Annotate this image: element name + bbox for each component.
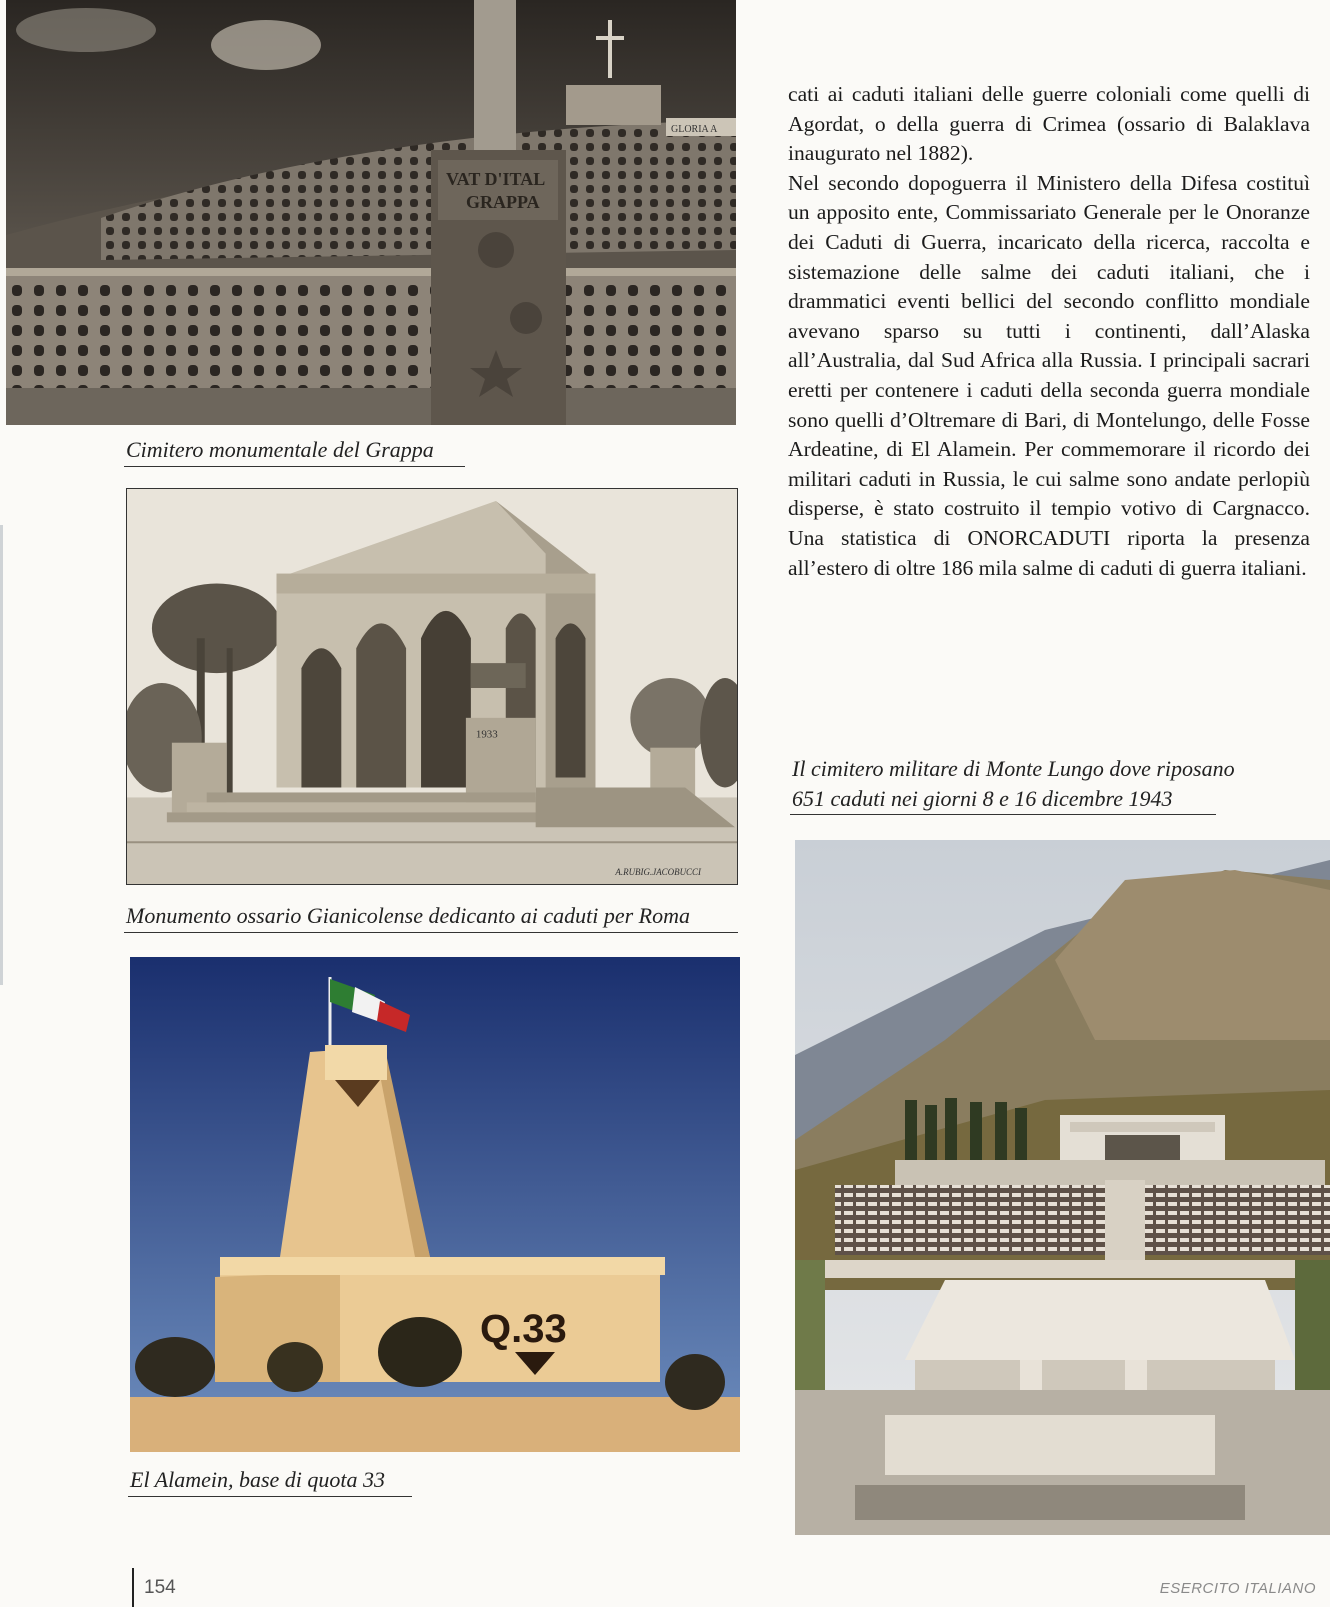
gianicolense-photo (126, 488, 738, 885)
article-paragraph-1: cati ai caduti italiani delle guerre coloniali come quelli di Agordat, o della guerra di Crimea (ossario di Balaklava inaugurato nel 1882). (788, 82, 1310, 166)
montelungo-caption-line-1: Il cimitero militare di Monte Lungo dove riposano (792, 756, 1235, 781)
gianicolense-caption: Monumento ossario Gianicolense dedicanto ai caduti per Roma (126, 903, 690, 928)
article-body (788, 80, 1310, 583)
page-number-bar (132, 1568, 134, 1607)
grappa-inscription-bottom: GRAPPA (466, 192, 540, 212)
grappa-caption-rule (124, 466, 465, 467)
publication-name: ESERCITO ITALIANO (1159, 1580, 1316, 1597)
alamein-caption: El Alamein, base di quota 33 (130, 1467, 386, 1492)
gianicolense-date-mark: 1933 (475, 728, 498, 741)
montelungo-caption-rule (790, 814, 1216, 815)
grappa-photo (6, 0, 736, 425)
grappa-side-inscription: GLORIA A (671, 124, 718, 135)
article-paragraph-2: Nel secondo dopoguerra il Ministero della Difesa costituì un apposito ente, Commissariato Generale per le Onoranze dei Caduti di Guerra, incaricato della ricerca, raccolta e sistemazione delle salme dei caduti italiani, che i drammatici eventi bellici del secondo conflitto mondiale avevano sparso su tutti i continenti, dall’Alaska all’Australia, dal Sud Africa alla Russia. I principali sacrari eretti per contenere i caduti della seconda guerra mondiale sono quelli d’Oltremare di Bari, di Montelungo, delle Fosse Ardeatine, di El Alamein. Per commemorare il ricordo dei militari caduti in Russia, le cui salme sono andate perlopiù disperse, è stato costruito il tempio votivo di Cargnacco. Una statistica di ONORCADUTI riporta la presenza all’estero di oltre 186 mila salme di caduti di guerra italiani. (788, 170, 1310, 580)
alamein-marker-text: Q.33 (480, 1307, 567, 1351)
montelungo-photo (795, 840, 1330, 1535)
page-number: 154 (144, 1577, 176, 1598)
alamein-caption-rule (128, 1496, 412, 1497)
grappa-caption: Cimitero monumentale del Grappa (126, 437, 434, 462)
margin-rule (0, 525, 3, 985)
gianicolense-signature: A.RUBIG.JACOBUCCI (615, 867, 702, 878)
alamein-photo (130, 957, 740, 1452)
gianicolense-caption-rule (124, 932, 738, 933)
grappa-inscription-top: VAT D'ITAL (446, 169, 546, 189)
montelungo-caption-line-2: 651 caduti nei giorni 8 e 16 dicembre 1943 (792, 786, 1173, 811)
